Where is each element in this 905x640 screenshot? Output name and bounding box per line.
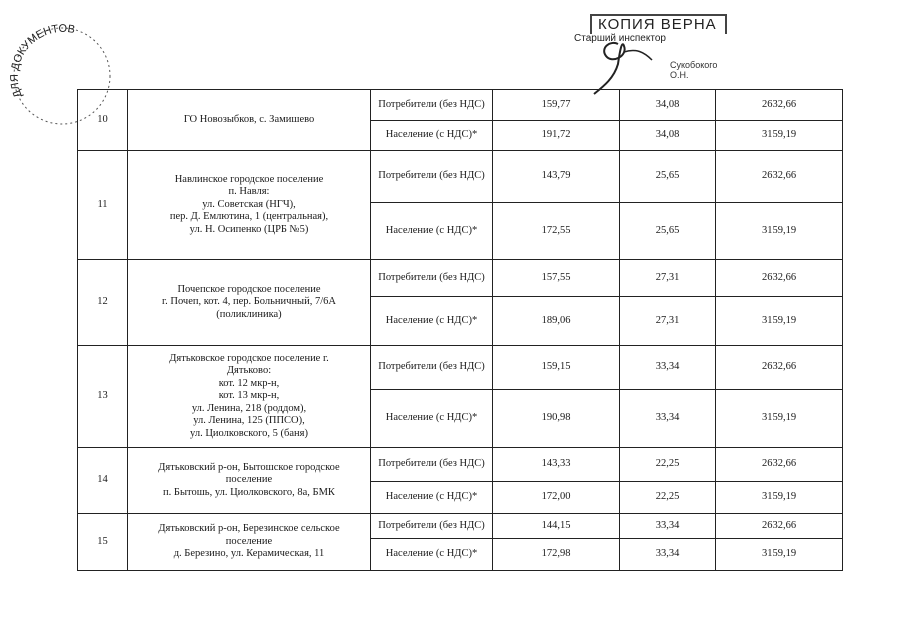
table-row bbox=[78, 151, 843, 203]
table-row bbox=[78, 260, 843, 297]
settlement-cell: ГО Новозыбков, с. Замишево bbox=[128, 90, 371, 151]
tariff-value-cell: 33,34 bbox=[620, 390, 716, 448]
tariff-value-cell: 34,08 bbox=[620, 90, 716, 121]
tariff-value-cell: 172,55 bbox=[493, 203, 620, 260]
consumer-category-cell: Потребители (без НДС) bbox=[371, 260, 493, 297]
tariff-value-cell: 2632,66 bbox=[716, 448, 843, 482]
consumer-category-cell: Потребители (без НДС) bbox=[371, 90, 493, 121]
row-number-cell: 10 bbox=[78, 90, 128, 151]
tariff-value-cell: 3159,19 bbox=[716, 539, 843, 571]
consumer-category-cell: Потребители (без НДС) bbox=[371, 514, 493, 539]
tariff-table bbox=[77, 89, 843, 571]
tariff-value-cell: 22,25 bbox=[620, 448, 716, 482]
table-row bbox=[78, 90, 843, 121]
tariff-value-cell: 190,98 bbox=[493, 390, 620, 448]
tariff-value-cell: 3159,19 bbox=[716, 390, 843, 448]
consumer-category-cell: Потребители (без НДС) bbox=[371, 151, 493, 203]
row-number-cell: 11 bbox=[78, 151, 128, 260]
tariff-value-cell: 27,31 bbox=[620, 297, 716, 346]
settlement-cell: Дятьковский р-он, Бытошское городское поселение п. Бытошь, ул. Циолковского, 8а, БМК bbox=[128, 448, 371, 514]
tariff-value-cell: 157,55 bbox=[493, 260, 620, 297]
row-number-cell: 14 bbox=[78, 448, 128, 514]
tariff-value-cell: 2632,66 bbox=[716, 151, 843, 203]
consumer-category-cell: Население (с НДС)* bbox=[371, 203, 493, 260]
consumer-category-cell: Население (с НДС)* bbox=[371, 121, 493, 151]
tariff-value-cell: 27,31 bbox=[620, 260, 716, 297]
svg-text:ДЛЯ ДОКУМЕНТОВ bbox=[9, 23, 76, 99]
tariff-value-cell: 2632,66 bbox=[716, 90, 843, 121]
consumer-category-cell: Население (с НДС)* bbox=[371, 482, 493, 514]
table-row bbox=[78, 448, 843, 482]
row-number-cell: 13 bbox=[78, 346, 128, 448]
stamp-name: Сукобокого О.Н. bbox=[670, 60, 718, 80]
tariff-value-cell: 3159,19 bbox=[716, 203, 843, 260]
tariff-value-cell: 25,65 bbox=[620, 151, 716, 203]
tariff-value-cell: 191,72 bbox=[493, 121, 620, 151]
tariff-value-cell: 2632,66 bbox=[716, 260, 843, 297]
consumer-category-cell: Потребители (без НДС) bbox=[371, 346, 493, 390]
tariff-value-cell: 2632,66 bbox=[716, 346, 843, 390]
round-stamp-text: ДЛЯ ДОКУМЕНТОВ bbox=[8, 22, 76, 100]
stamp-role: Старший инспектор bbox=[574, 33, 666, 44]
tariff-value-cell: 34,08 bbox=[620, 121, 716, 151]
tariff-value-cell: 189,06 bbox=[493, 297, 620, 346]
tariff-value-cell: 2632,66 bbox=[716, 514, 843, 539]
tariff-value-cell: 3159,19 bbox=[716, 121, 843, 151]
table-row bbox=[78, 346, 843, 390]
tariff-value-cell: 159,15 bbox=[493, 346, 620, 390]
tariff-value-cell: 143,79 bbox=[493, 151, 620, 203]
tariff-value-cell: 172,00 bbox=[493, 482, 620, 514]
settlement-cell: Навлинское городское поселение п. Навля: ул. Советская (НГЧ), пер. Д. Емлютина, 1 (центральная), ул. Н. Осипенко (ЦРБ №5) bbox=[128, 151, 371, 260]
table-row bbox=[78, 514, 843, 539]
tariff-value-cell: 22,25 bbox=[620, 482, 716, 514]
tariff-table-body bbox=[78, 90, 843, 571]
row-number-cell: 15 bbox=[78, 514, 128, 571]
consumer-category-cell: Население (с НДС)* bbox=[371, 390, 493, 448]
tariff-value-cell: 144,15 bbox=[493, 514, 620, 539]
tariff-value-cell: 143,33 bbox=[493, 448, 620, 482]
tariff-value-cell: 33,34 bbox=[620, 514, 716, 539]
settlement-cell: Дятьковское городское поселение г. Дятьково: кот. 12 мкр-н, кот. 13 мкр-н, ул. Ленина, 218 (роддом), ул. Ленина, 125 (ППСО), ул. Циолковского, 5 (баня) bbox=[128, 346, 371, 448]
settlement-cell: Почепское городское поселение г. Почеп, кот. 4, пер. Больничный, 7/6А (поликлиника) bbox=[128, 260, 371, 346]
tariff-value-cell: 159,77 bbox=[493, 90, 620, 121]
tariff-value-cell: 25,65 bbox=[620, 203, 716, 260]
settlement-cell: Дятьковский р-он, Березинское сельское поселение д. Березино, ул. Керамическая, 11 bbox=[128, 514, 371, 571]
row-number-cell: 12 bbox=[78, 260, 128, 346]
tariff-value-cell: 33,34 bbox=[620, 539, 716, 571]
consumer-category-cell: Население (с НДС)* bbox=[371, 539, 493, 571]
tariff-value-cell: 3159,19 bbox=[716, 297, 843, 346]
tariff-value-cell: 33,34 bbox=[620, 346, 716, 390]
stamp-title: КОПИЯ ВЕРНА bbox=[590, 14, 727, 34]
consumer-category-cell: Население (с НДС)* bbox=[371, 297, 493, 346]
tariff-value-cell: 172,98 bbox=[493, 539, 620, 571]
consumer-category-cell: Потребители (без НДС) bbox=[371, 448, 493, 482]
tariff-value-cell: 3159,19 bbox=[716, 482, 843, 514]
